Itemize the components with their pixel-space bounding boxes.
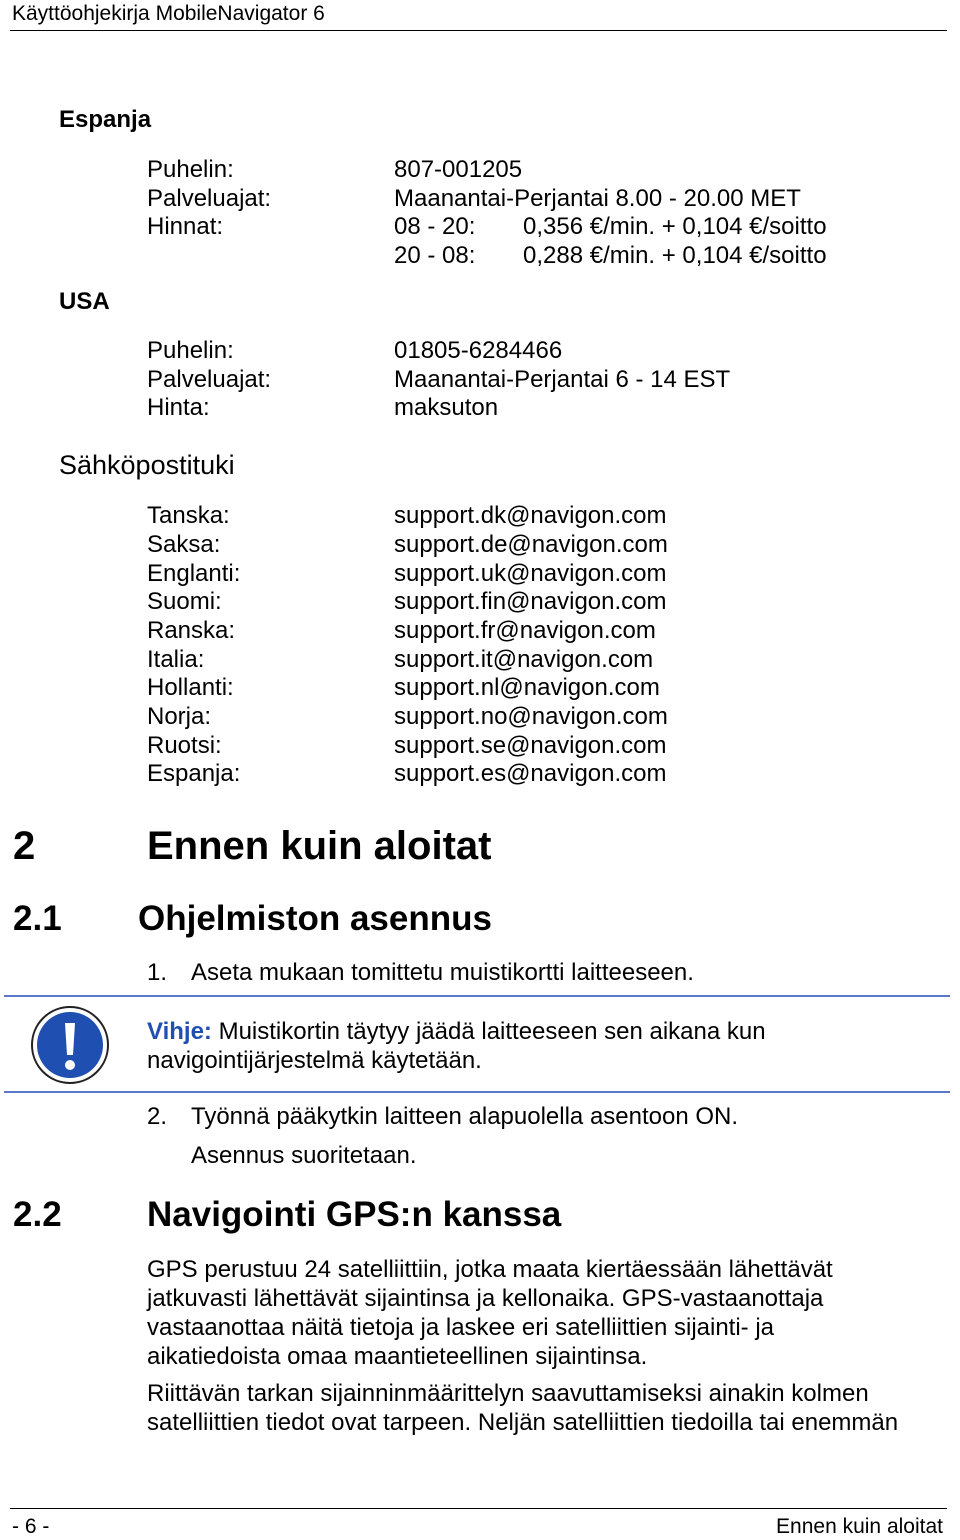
email-address: support.nl@navigon.com: [394, 674, 660, 701]
section-2-2-number: 2.2: [13, 1195, 62, 1234]
note-text-2: navigointijärjestelmä käytetään.: [147, 1047, 482, 1074]
email-label: Englanti:: [147, 560, 241, 587]
note-rule-bottom: [4, 1091, 950, 1093]
step-2-number: 2.: [147, 1103, 168, 1130]
usa-heading: USA: [59, 288, 110, 315]
email-label: Espanja:: [147, 760, 241, 787]
section-2-1-number: 2.1: [13, 899, 62, 938]
paragraph-line: aikatiedoista omaa maantieteellinen sijaintinsa.: [147, 1343, 648, 1370]
paragraph-line: GPS perustuu 24 satelliittiin, jotka maata kiertäessään lähettävät: [147, 1256, 833, 1283]
email-label: Ruotsi:: [147, 732, 222, 759]
spain-price-value-1: 0,356 €/min. + 0,104 €/soitto: [523, 213, 827, 240]
note-line-1: [147, 1017, 766, 1046]
step-1-number: 1.: [147, 959, 168, 986]
spain-price-time-2: 20 - 08:: [394, 242, 476, 269]
spain-phone-label: Puhelin:: [147, 156, 234, 183]
usa-phone-label: Puhelin:: [147, 337, 234, 364]
email-address: support.it@navigon.com: [394, 646, 654, 673]
email-label: Suomi:: [147, 588, 222, 615]
paragraph-line: satelliittien tiedot ovat tarpeen. Neljän satelliittien tiedoilla tai enemmän: [147, 1409, 899, 1436]
paragraph-1: [147, 1255, 947, 1371]
email-label: Ranska:: [147, 617, 236, 644]
spain-heading: Espanja: [59, 106, 152, 133]
email-address: support.fin@navigon.com: [394, 588, 667, 615]
paragraph-line: vastaanottaa näitä tietoja ja laskee eri satelliittien sijainti- ja: [147, 1314, 775, 1341]
page-number: - 6 -: [12, 1515, 50, 1538]
note-label: Vihje:: [147, 1018, 212, 1045]
running-head: Käyttöohjekirja MobileNavigator 6: [12, 2, 325, 25]
email-address: support.uk@navigon.com: [394, 560, 667, 587]
email-address: support.de@navigon.com: [394, 531, 668, 558]
usa-price-label: Hinta:: [147, 394, 210, 421]
section-2-1-title: Ohjelmiston asennus: [138, 899, 492, 938]
email-address: support.se@navigon.com: [394, 732, 667, 759]
footer-rule: [10, 1508, 947, 1509]
email-label: Tanska:: [147, 502, 230, 529]
note-text-1: Muistikortin täytyy jäädä laitteeseen sen aikana kun: [218, 1018, 766, 1045]
note-rule-top: [4, 995, 950, 997]
usa-price-value: maksuton: [394, 394, 499, 421]
email-support-heading: Sähköpostituki: [59, 450, 235, 480]
section-2-2-title: Navigointi GPS:n kanssa: [147, 1195, 562, 1234]
spain-price-value-2: 0,288 €/min. + 0,104 €/soitto: [523, 242, 827, 269]
email-address: support.dk@navigon.com: [394, 502, 667, 529]
spain-hours-value: Maanantai-Perjantai 8.00 - 20.00 MET: [394, 185, 801, 212]
exclamation-icon: [30, 1005, 110, 1085]
chapter-title: Ennen kuin aloitat: [147, 824, 492, 868]
spain-hours-label: Palveluajat:: [147, 185, 272, 212]
usa-phone-value: 01805-6284466: [394, 337, 563, 364]
step-2-result: Asennus suoritetaan.: [191, 1142, 417, 1169]
paragraph-line: Riittävän tarkan sijainninmäärittelyn saavuttamiseksi ainakin kolmen: [147, 1380, 869, 1407]
footer-chapter: Ennen kuin aloitat: [776, 1515, 943, 1538]
usa-hours-value: Maanantai-Perjantai 6 - 14 EST: [394, 366, 731, 393]
paragraph-line: jatkuvasti lähettävät sijaintinsa ja kellonaika. GPS-vastaanottaja: [147, 1285, 824, 1312]
paragraph-2: [147, 1379, 947, 1437]
email-address: support.fr@navigon.com: [394, 617, 656, 644]
email-label: Hollanti:: [147, 674, 234, 701]
chapter-number: 2: [13, 824, 36, 868]
step-1-text: Aseta mukaan tomittetu muistikortti laitteeseen.: [191, 959, 694, 986]
spain-price-time-1: 08 - 20:: [394, 213, 476, 240]
header-rule: [10, 30, 947, 31]
step-2-text: Työnnä pääkytkin laitteen alapuolella asentoon ON.: [191, 1103, 739, 1130]
email-label: Saksa:: [147, 531, 221, 558]
email-label: Norja:: [147, 703, 212, 730]
spain-prices-label: Hinnat:: [147, 213, 224, 240]
usa-hours-label: Palveluajat:: [147, 366, 272, 393]
spain-phone-value: 807-001205: [394, 156, 523, 183]
email-address: support.es@navigon.com: [394, 760, 667, 787]
email-label: Italia:: [147, 646, 205, 673]
email-address: support.no@navigon.com: [394, 703, 668, 730]
